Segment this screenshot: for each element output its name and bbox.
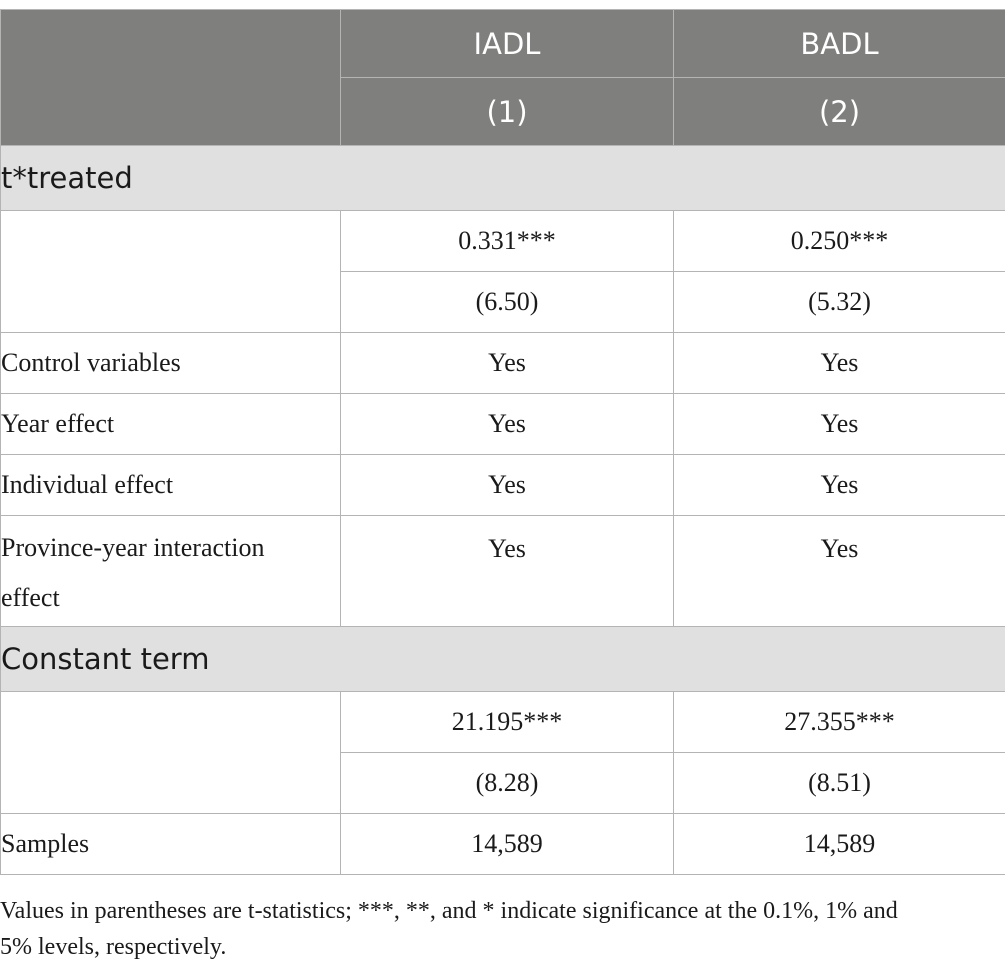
year-badl: Yes [674, 394, 1005, 455]
table-header [1, 10, 1005, 146]
section-row-constant [1, 627, 1005, 692]
footnote-line-2: 5% levels, respectively. [0, 934, 227, 960]
treated-tstat-iadl: (6.50) [341, 272, 674, 333]
treated-coef-iadl: 0.331*** [341, 211, 674, 272]
regression-table [0, 9, 1005, 875]
column-header-iadl: IADL [341, 10, 674, 78]
control-iadl: Yes [341, 333, 674, 394]
row-label-province-line2: effect [1, 583, 60, 612]
constant-tstat-badl: (8.51) [674, 753, 1005, 814]
row-label-individual: Individual effect [1, 455, 341, 516]
treated-tstat-badl: (5.32) [674, 272, 1005, 333]
samples-badl: 14,589 [674, 814, 1005, 875]
individual-badl: Yes [674, 455, 1005, 516]
constant-tstat-iadl: (8.28) [341, 753, 674, 814]
table-row [1, 211, 1005, 272]
row-label-year: Year effect [1, 394, 341, 455]
constant-coef-badl: 27.355*** [674, 692, 1005, 753]
footnote-line-1: Values in parentheses are t-statistics; ***, **, and * indicate significance at the 0.1%, 1% and [0, 898, 898, 924]
table-body [1, 146, 1005, 875]
section-title-treated: t*treated [1, 146, 1005, 211]
table-row [1, 516, 1005, 627]
table-row [1, 814, 1005, 875]
column-number-1: (1) [341, 78, 674, 146]
table-footnote [0, 893, 1005, 965]
samples-iadl: 14,589 [341, 814, 674, 875]
header-corner-cell [1, 10, 341, 146]
constant-label-cell [1, 692, 341, 814]
column-number-2: (2) [674, 78, 1005, 146]
table-row [1, 394, 1005, 455]
table-row [1, 333, 1005, 394]
table-row [1, 692, 1005, 753]
row-label-samples: Samples [1, 814, 341, 875]
control-badl: Yes [674, 333, 1005, 394]
row-label-province-line1: Province-year interaction [1, 533, 265, 562]
row-label-control: Control variables [1, 333, 341, 394]
table-row [1, 455, 1005, 516]
treated-label-cell [1, 211, 341, 333]
row-label-province [1, 516, 341, 627]
province-badl: Yes [674, 516, 1005, 627]
treated-coef-badl: 0.250*** [674, 211, 1005, 272]
individual-iadl: Yes [341, 455, 674, 516]
year-iadl: Yes [341, 394, 674, 455]
section-title-constant: Constant term [1, 627, 1005, 692]
header-row-names [1, 10, 1005, 78]
column-header-badl: BADL [674, 10, 1005, 78]
constant-coef-iadl: 21.195*** [341, 692, 674, 753]
section-row-treated [1, 146, 1005, 211]
province-iadl: Yes [341, 516, 674, 627]
